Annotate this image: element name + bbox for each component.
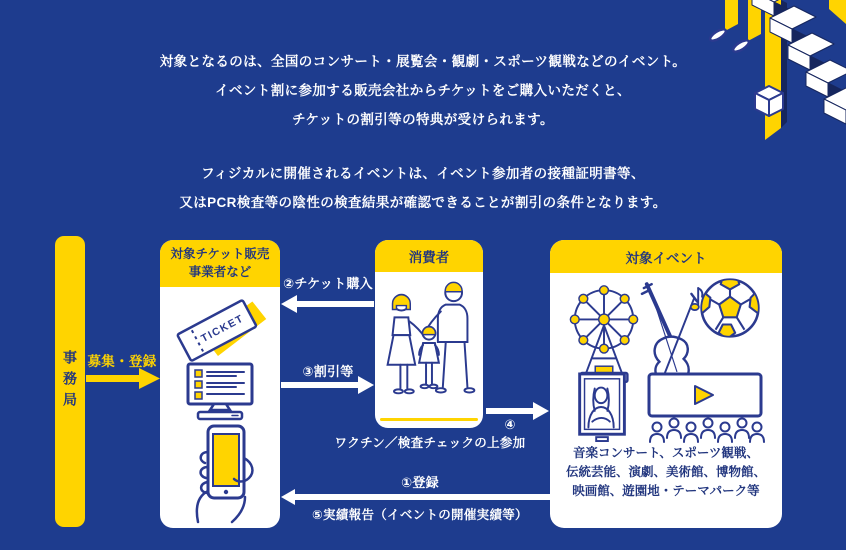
- target-event-box-header: [550, 240, 782, 273]
- consumer-box: [375, 240, 483, 428]
- painting-icon: [576, 372, 630, 442]
- cinema-audience-icon: [644, 372, 766, 442]
- discount-label: ③割引等: [302, 364, 354, 379]
- computer-icon: [170, 362, 270, 422]
- target-event-title: 対象イベント: [625, 250, 707, 266]
- event-description: [550, 444, 782, 501]
- ticket-seller-title-line2: 事業者など: [188, 264, 252, 279]
- event-description-line: 音楽コンサート、スポーツ観戦、: [573, 446, 759, 460]
- ticket-purchase-label: ②チケット購入: [283, 276, 373, 291]
- intro-paragraph-1: [0, 47, 846, 134]
- ticket-purchase-arrow: [281, 295, 374, 313]
- discount-arrow: [281, 376, 374, 394]
- intro-line: イベント割に参加する販売会社からチケットをご購入いただくと、: [215, 83, 631, 98]
- report-label: ⑤実績報告（イベントの開催実績等）: [312, 508, 528, 522]
- event-description-line: 映画館、遊園地・テーマパーク等: [572, 484, 760, 498]
- ticket-text: TICKET: [199, 312, 247, 345]
- intro-line: 対象となるのは、全国のコンサート・展覧会・観劇・スポーツ観戦などのイベント。: [159, 54, 687, 69]
- intro-line: 又はPCR検査等の陰性の検査結果が確認できることが割引の条件となります。: [179, 195, 667, 210]
- consumer-title: 消費者: [408, 250, 450, 265]
- consumer-box-accent-line: [380, 418, 478, 421]
- vaccine-check-caption: ワクチン／検査チェックの上参加: [334, 436, 526, 450]
- intro-line: フィジカルに開催されるイベントは、イベント参加者の接種証明書等、: [201, 166, 645, 181]
- consumer-box-header: [375, 240, 483, 272]
- register-label: ①登録: [401, 475, 439, 490]
- soccer-ball-icon: [698, 276, 762, 340]
- secretariat-label: 事務局: [62, 350, 78, 413]
- ticket-seller-box-header: [160, 240, 280, 287]
- ticket-seller-title-line1: 対象チケット販売: [170, 247, 270, 261]
- intro-paragraph-2: [0, 159, 846, 217]
- register-report-arrow: [281, 489, 550, 505]
- ticket-seller-box: [160, 240, 280, 528]
- smartphone-in-hand-icon: [174, 422, 268, 524]
- ticket-icon: [172, 296, 268, 358]
- intro-line: チケットの割引等の特典が受けられます。: [292, 112, 554, 127]
- event-description-line: 伝統芸能、演劇、美術館、博物館、: [565, 465, 766, 479]
- participate-number: ④: [504, 417, 516, 432]
- secretariat-bar: [55, 236, 85, 527]
- recruit-register-arrow: [86, 368, 160, 389]
- family-illustration: [380, 276, 478, 414]
- recruit-register-label: 募集・登録: [87, 354, 157, 369]
- target-event-box: [550, 240, 782, 528]
